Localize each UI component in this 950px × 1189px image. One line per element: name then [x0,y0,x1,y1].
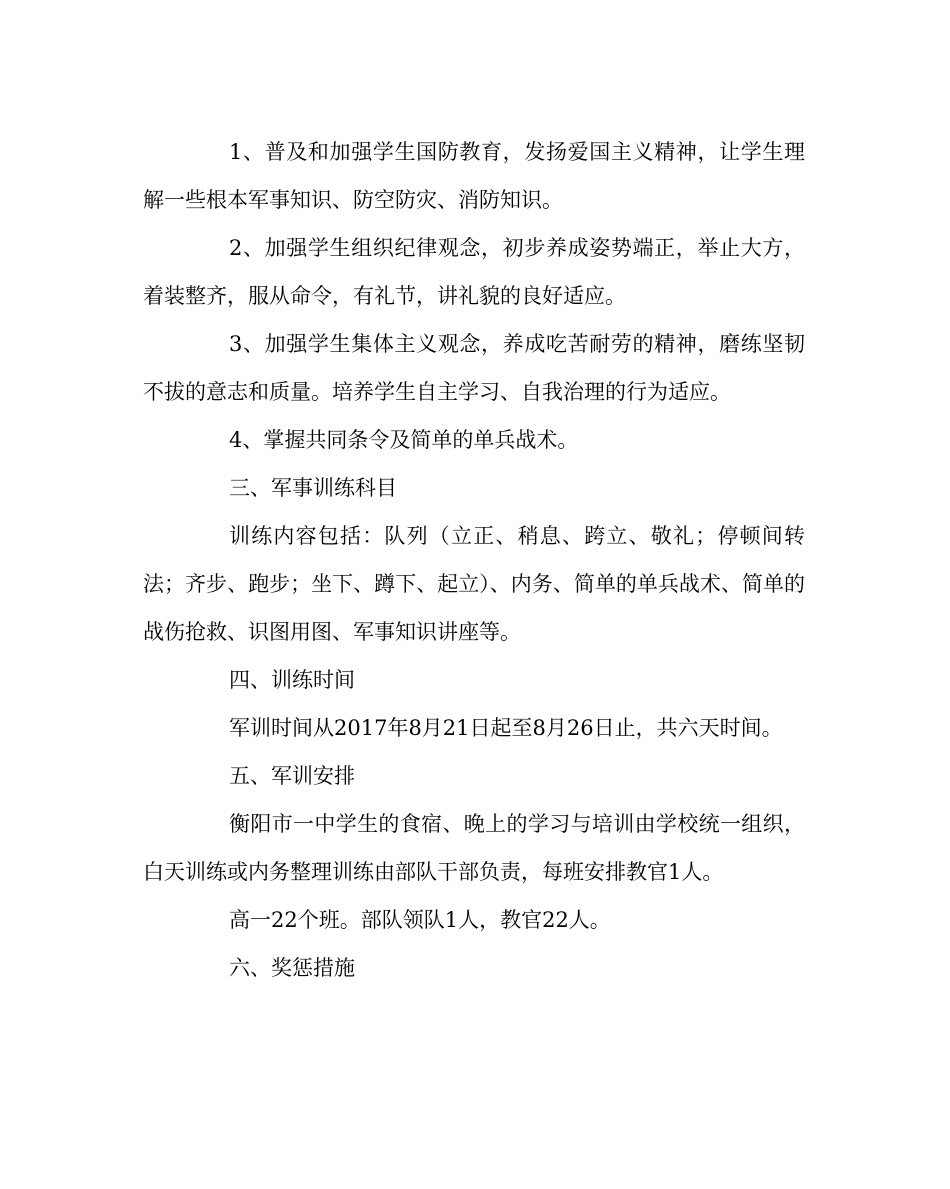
goal-2-paragraph: 2、加强学生组织纪律观念，初步养成姿势端正，举止大方，着装整齐，服从命令，有礼节，讲礼貌的良好适应。 [143,236,805,308]
training-content-paragraph: 训练内容包括：队列（立正、稍息、跨立、敬礼；停顿间转法；齐步、跑步；坐下、蹲下、起立）、内务、简单的单兵战术、简单的战伤抢救、识图用图、军事知识讲座等。 [143,524,805,644]
section-heading-rewards: 六、奖惩措施 [229,956,355,980]
section-heading-training-time: 四、训练时间 [229,668,355,692]
goal-1-paragraph: 1、普及和加强学生国防教育，发扬爱国主义精神，让学生理解一些根本军事知识、防空防灾、消防知识。 [143,140,805,212]
section-heading-arrangement: 五、军训安排 [229,764,355,788]
document-page [143,128,805,992]
goal-3-paragraph: 3、加强学生集体主义观念，养成吃苦耐劳的精神，磨练坚韧不拔的意志和质量。培养学生自主学习、自我治理的行为适应。 [143,332,805,404]
class-count-paragraph: 高一22个班。部队领队1人，教官22人。 [229,908,611,932]
section-heading-training-subjects: 三、军事训练科目 [229,476,397,500]
training-time-paragraph: 军训时间从2017年8月21日起至8月26日止，共六天时间。 [229,716,783,740]
goal-4-paragraph: 4、掌握共同条令及简单的单兵战术。 [229,428,579,452]
arrangement-paragraph: 衡阳市一中学生的食宿、晚上的学习与培训由学校统一组织，白天训练或内务整理训练由部队干部负责，每班安排教官1人。 [143,812,805,884]
